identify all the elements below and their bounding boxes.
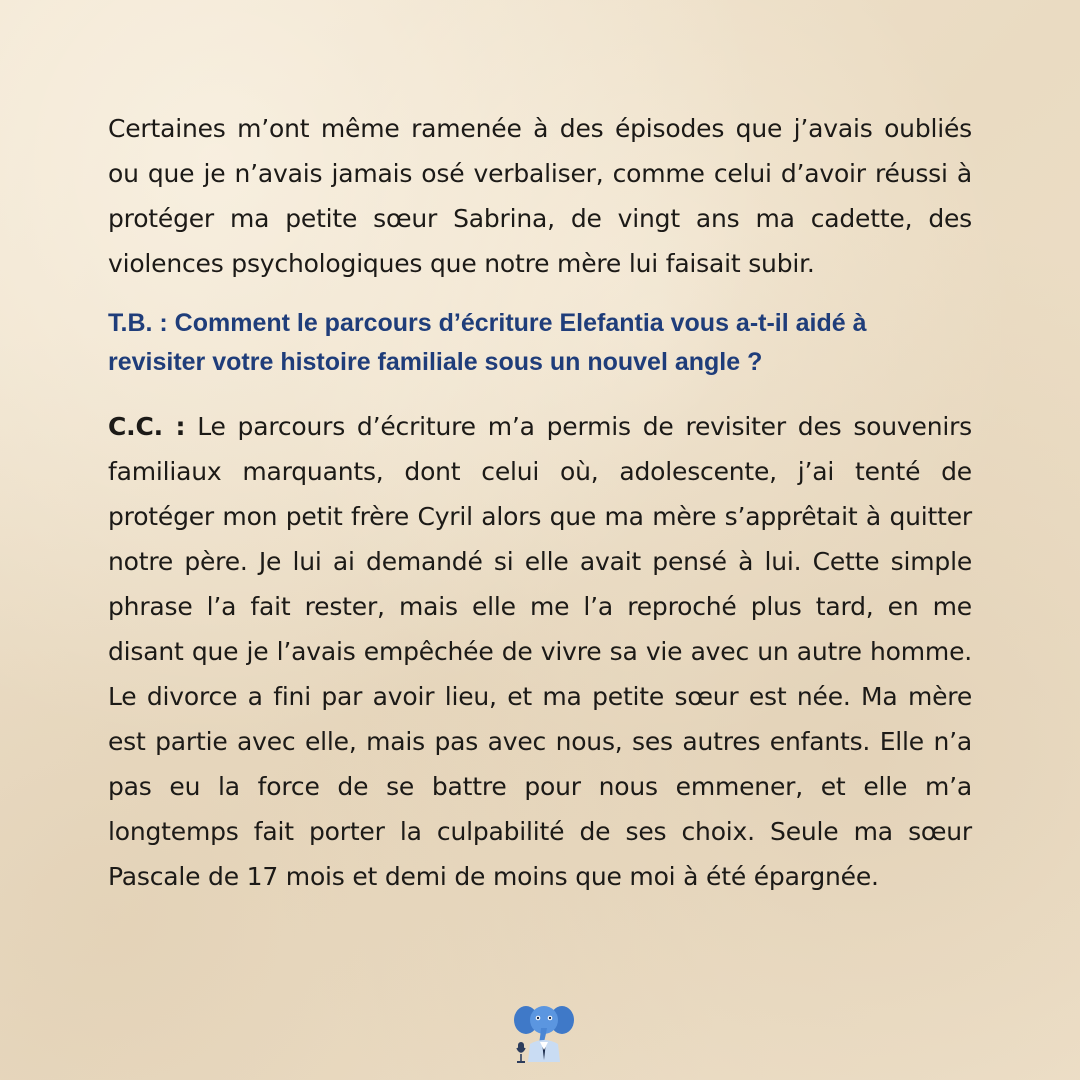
elephant-microphone-icon bbox=[512, 1000, 576, 1064]
answer-text: Le parcours d’écriture m’a permis de revisiter des souvenirs familiaux marquants, dont celui où, adolescente, j’ai tenté de protéger mon petit frère Cyril alors que ma mère s’apprêtait à quitter notre père. Je lui ai demandé si elle avait pensé à lui. Cette simple phrase l’a fait rester, mais elle me l’a reproché plus tard, en me disant que je l’avais empêchée de vivre sa vie avec un autre homme. Le divorce a fini par avoir lieu, et ma petite sœur est née. Ma mère est partie avec elle, mais pas avec nous, ses autres enfants. Elle n’a pas eu la force de se battre pour nous emmener, et elle m’a longtemps fait porter la culpabilité de ses choix. Seule ma sœur Pascale de 17 mois et demi de moins que moi à été épargnée. bbox=[108, 412, 972, 891]
article-body bbox=[108, 106, 972, 899]
paragraph-intro: Certaines m’ont même ramenée à des épisodes que j’avais oubliés ou que je n’avais jamais osé verbaliser, comme celui d’avoir réussi à protéger ma petite sœur Sabrina, de vingt ans ma cadette, des violences psychologiques que notre mère lui faisait subir. bbox=[108, 114, 972, 278]
interview-answer bbox=[108, 404, 972, 899]
speaker-label: C.C. : bbox=[108, 412, 186, 441]
interview-question: T.B. : Comment le parcours d’écriture Elefantia vous a-t-il aidé à revisiter votre histoire familiale sous un nouvel angle ? bbox=[108, 309, 867, 376]
